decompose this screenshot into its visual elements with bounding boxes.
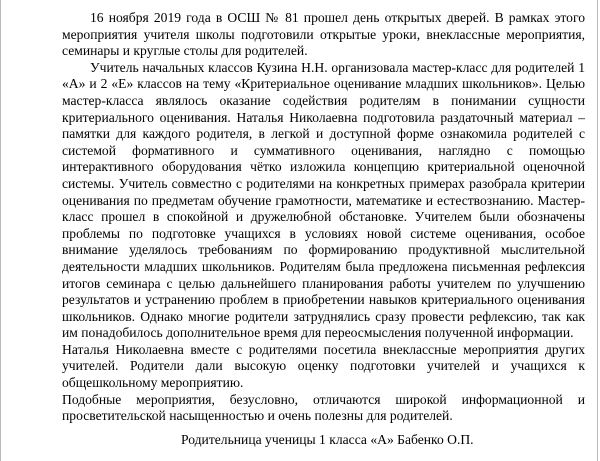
document-body <box>62 10 585 425</box>
paragraph-master-class: Учитель начальных классов Кузина Н.Н. организовала мастер-класс для родителей 1 «А» и 2 «Е» классов на тему «Критериальное оценивание младших школьников». Целью мастер-класса являлось оказание содействия родителям в понимании сущности критериального оценивания. Наталья Николаевна подготовила раздаточный материал – памятки для каждого родителя, в легкой и доступной форме ознакомила родителей с системой формативного и суммативного оценивания, наглядно с помощью интерактивного оборудования чётко изложила концепцию критериальной оценочной системы. Учитель совместно с родителями на конкретных примерах разобрала критерии оценивания по предметам обучение грамотности, математике и естествознанию. Мастер-класс прошел в спокойной и дружелюбной обстановке. Учителем были обозначены проблемы по подготовке учащихся в условиях новой системе оценивания, особое внимание уделялось требованиям по формированию продуктивной мыслительной деятельности младших школьников. Родителям была предложена письменная рефлексия итогов семинара с целью дальнейшего планирования работы учителем по улучшению результатов и устранению проблем в приобретении навыков критериального оценивания школьников. Однако многие родители затруднялись сразу провести рефлексию, так как им понадобилось дополнительное время для переосмысления полученной информации. <box>62 59 585 341</box>
paragraph-open-day: 16 ноября 2019 года в ОСШ № 81 прошел день открытых дверей. В рамках этого мероприятия учителя школы подготовили открытые уроки, внеклассные мероприятия, семинары и круглые столы для родителей. <box>62 10 585 59</box>
paragraph-visit: Наталья Николаевна вместе с родителями посетила внеклассные мероприятия других учителей. Родители дали высокую оценку подготовки учителей и учащихся к общешкольному мероприятию. <box>62 341 585 391</box>
paragraph-conclusion: Подобные мероприятия, безусловно, отличаются широкой информационной и просветительской насыщенностью и очень полезны для родителей. <box>62 391 585 424</box>
signature-line: Родительница ученицы 1 класса «А» Бабенко О.П. <box>181 432 474 447</box>
